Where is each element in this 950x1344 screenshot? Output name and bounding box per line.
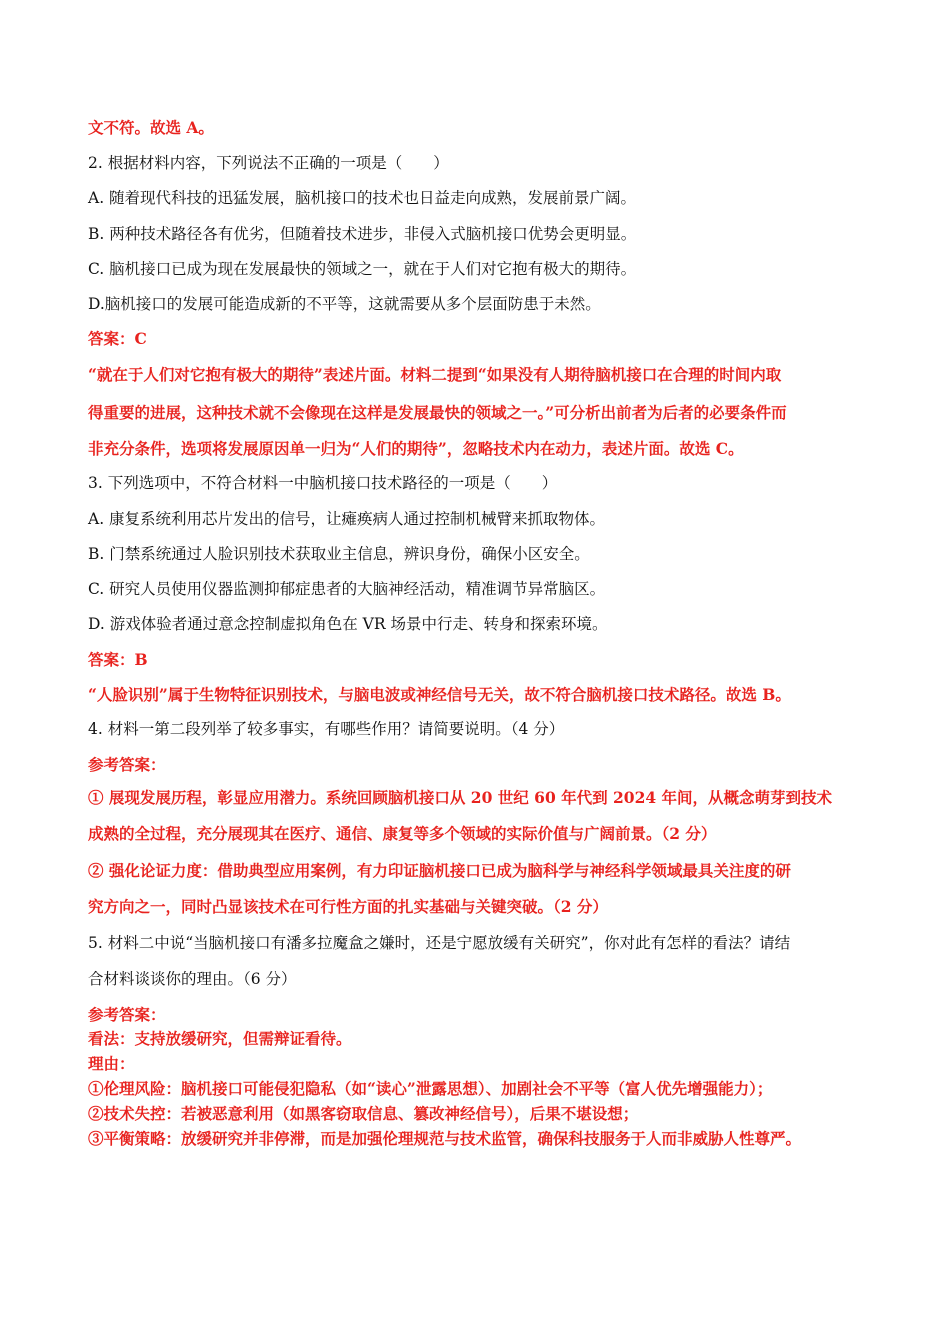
q5-answer-label: 参考答案： <box>88 1005 166 1024</box>
q3-option-c: C. 研究人员使用仪器监测抑郁症患者的大脑神经活动，精准调节异常脑区。 <box>88 580 606 598</box>
q2-analysis-line-3: 非充分条件，选项将发展原因单一归为“人们的期待”，忽略技术内在动力，表述片面。故选 C。 <box>88 439 744 458</box>
q4-point-1-line-2: 成熟的全过程，充分展现其在医疗、通信、康复等多个领域的实际价值与广阔前景。（2 分） <box>88 824 717 843</box>
q2-analysis-line-2: 得重要的进展，这种技术就不会像现在这样是发展最快的领域之一。”可分析出前者为后者的必要条件而 <box>88 403 787 422</box>
q3-option-a: A. 康复系统利用芯片发出的信号，让瘫痪病人通过控制机械臂来抓取物体。 <box>88 510 606 528</box>
q3-option-d: D. 游戏体验者通过意念控制虚拟角色在 VR 场景中行走、转身和探索环境。 <box>88 615 608 633</box>
q5-stem-line-1: 5. 材料二中说“当脑机接口有潘多拉魔盒之嫌时，还是宁愿放缓有关研究”，你对此有怎样的看法？请结 <box>88 934 791 952</box>
q4-point-2-line-2: 究方向之一，同时凸显该技术在可行性方面的扎实基础与关键突破。（2 分） <box>88 897 608 916</box>
q2-option-d: D.脑机接口的发展可能造成新的不平等，这就需要从多个层面防患于未然。 <box>88 295 601 313</box>
q5-reason-label: 理由： <box>88 1054 135 1073</box>
q4-point-2-line-1: ② 强化论证力度：借助典型应用案例，有力印证脑机接口已成为脑科学与神经科学领域最具关注度的研 <box>88 861 791 880</box>
q2-option-c: C. 脑机接口已成为现在发展最快的领域之一，就在于人们对它抱有极大的期待。 <box>88 260 637 278</box>
q3-stem: 3. 下列选项中，不符合材料一中脑机接口技术路径的一项是（ ） <box>88 474 558 492</box>
q3-analysis: “人脸识别”属于生物特征识别技术，与脑电波或神经信号无关，故不符合脑机接口技术路径。故选 B。 <box>88 685 791 704</box>
q5-reason-2: ②技术失控：若被恶意利用（如黑客窃取信息、篡改神经信号），后果不堪设想； <box>88 1104 639 1123</box>
q2-stem: 2. 根据材料内容，下列说法不正确的一项是（ ） <box>88 154 449 172</box>
q4-stem: 4. 材料一第二段列举了较多事实，有哪些作用？请简要说明。（4 分） <box>88 720 565 738</box>
q2-analysis-line-1: “就在于人们对它抱有极大的期待”表述片面。材料二提到“如果没有人期待脑机接口在合理的时间内取 <box>88 365 782 384</box>
q5-stem-line-2: 合材料谈谈你的理由。（6 分） <box>88 970 297 988</box>
q5-reason-3: ③平衡策略：放缓研究并非停滞，而是加强伦理规范与技术监管，确保科技服务于人而非威胁人性尊严。 <box>88 1129 802 1148</box>
q3-option-b: B. 门禁系统通过人脸识别技术获取业主信息，辨识身份，确保小区安全。 <box>88 545 590 563</box>
q5-view: 看法：支持放缓研究，但需辩证看待。 <box>88 1029 352 1048</box>
q2-option-b: B. 两种技术路径各有优劣，但随着技术进步，非侵入式脑机接口优势会更明显。 <box>88 225 637 243</box>
q3-answer: 答案：B <box>88 650 148 669</box>
q4-point-1-line-1: ① 展现发展历程，彰显应用潜力。系统回顾脑机接口从 20 世纪 60 年代到 2024 年间，从概念萌芽到技术 <box>88 788 833 807</box>
q5-reason-1: ①伦理风险：脑机接口可能侵犯隐私（如“读心”泄露思想）、加剧社会不平等（富人优先增强能力）； <box>88 1079 773 1098</box>
q4-answer-label: 参考答案： <box>88 755 166 774</box>
q2-answer: 答案：C <box>88 329 147 348</box>
q2-option-a: A. 随着现代科技的迅猛发展，脑机接口的技术也日益走向成熟，发展前景广阔。 <box>88 189 637 207</box>
q1-answer-tail: 文不符。故选 A。 <box>88 118 214 137</box>
